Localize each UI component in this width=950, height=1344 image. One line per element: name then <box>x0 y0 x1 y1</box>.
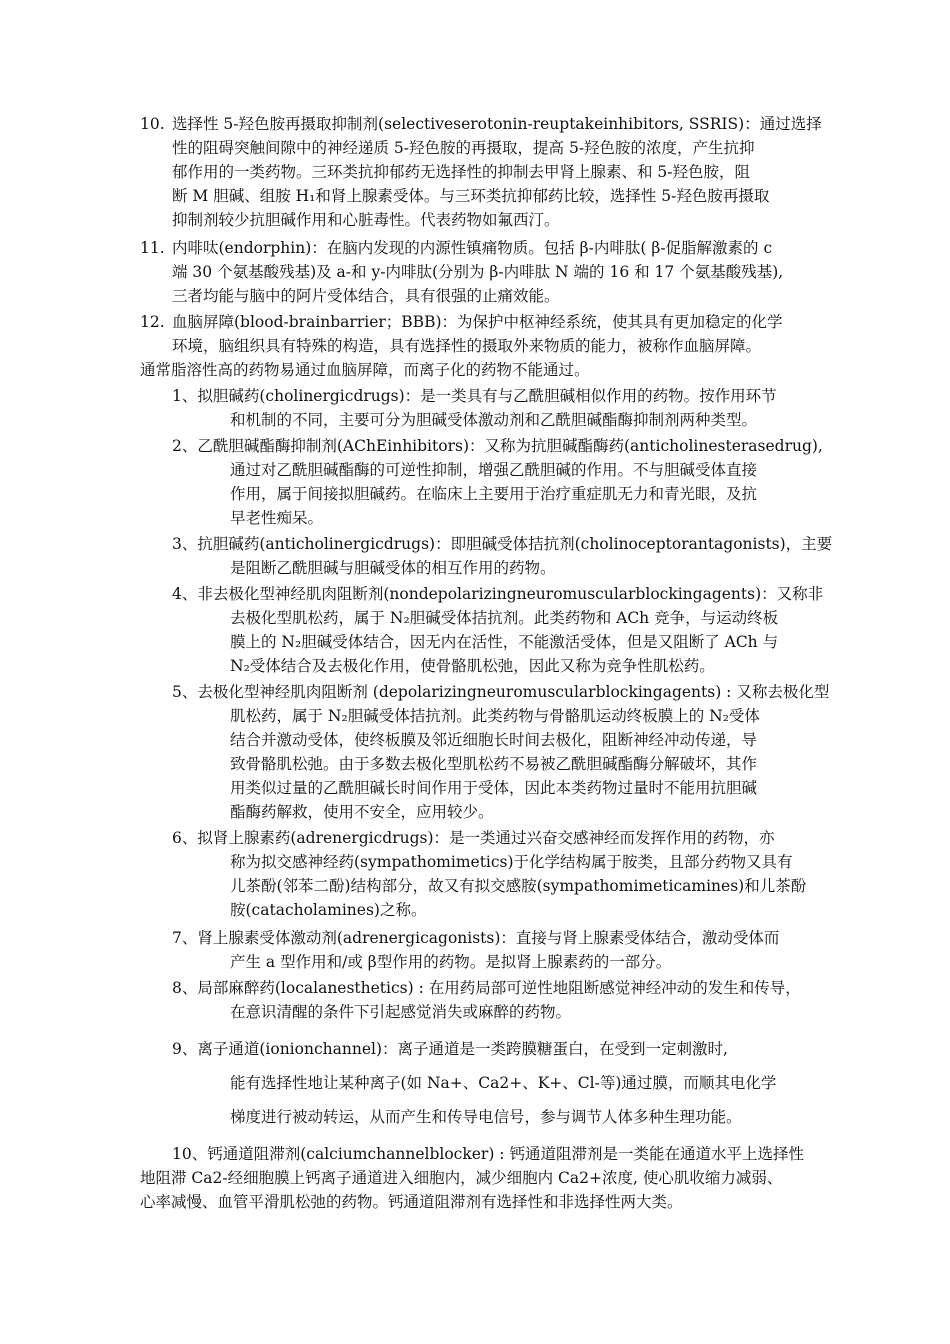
subitem-1-line-2: 和机制的不同，主要可分为胆碱受体激动剂和乙酰胆碱酯酶抑制剂两种类型。 <box>230 411 758 429</box>
subitem-4-line-2: 去极化型肌松药，属于 N₂胆碱受体拮抗剂。此类药物和 ACh 竞争，与运动终板 <box>230 609 779 627</box>
subitem-9-line-3: 梯度进行被动转运，从而产生和传导电信号，参与调节人体多种生理功能。 <box>230 1108 742 1126</box>
subitem-4-line-4: N₂受体结合及去极化作用，使骨骼肌松弛，因此又称为竞争性肌松药。 <box>230 657 715 675</box>
subitem-2-line-1: 2、乙酰胆碱酯酶抑制剂(AChEinhibitors)：又称为抗胆碱酯酶药(anticholinesterasedrug), <box>172 437 823 455</box>
subitem-5-line-2: 肌松药，属于 N₂胆碱受体拮抗剂。此类药物与骨骼肌运动终板膜上的 N₂受体 <box>230 707 760 725</box>
item-11-line-1: 内啡呔(endorphin)：在脑内发现的内源性镇痛物质。包括 β-内啡肽( β-促脂解激素的 c <box>172 239 773 257</box>
subitem-4-line-1: 4、非去极化型神经肌肉阻断剂(nondepolarizingneuromuscularblockingagents)：又称非 <box>172 585 824 603</box>
item-11-line-2: 端 30 个氨基酸残基)及 a-和 y-内啡肽(分别为 β-内啡肽 N 端的 16 和 17 个氨基酸残基), <box>172 263 784 281</box>
subitem-9 <box>172 1032 852 1134</box>
subitem-5-line-6: 酯酶药解救，使用不安全，应用较少。 <box>230 803 494 821</box>
list-number: 10. <box>140 115 165 133</box>
item-11-line-3: 三者均能与脑中的阿片受体结合，具有很强的止痛效能。 <box>172 287 560 305</box>
item-10-line-5: 抑制剂较少抗胆碱作用和心脏毒性。代表药物如氟西汀。 <box>172 211 560 229</box>
subitem-2 <box>172 434 852 530</box>
list-item-11 <box>140 236 840 308</box>
item-10-line-4: 断 M 胆碱、组胺 H₁和肾上腺素受体。与三环类抗抑郁药比较，选择性 5-羟色胺再摄取 <box>172 187 770 205</box>
item-12-line-1: 血脑屏障(blood-brainbarrier；BBB)：为保护中枢神经系统，使其具有更加稳定的化学 <box>172 313 783 331</box>
subitem-5 <box>172 680 852 824</box>
subitem-2-line-4: 早老性痴呆。 <box>230 509 324 527</box>
item-10-line-3: 郁作用的一类药物。三环类抗抑郁药无选择性的抑制去甲肾上腺素、和 5-羟色胺，阻 <box>172 163 751 181</box>
subitem-9-line-1: 9、离子通道(ionionchannel)：离子通道是一类跨膜糖蛋白，在受到一定刺激时, <box>172 1040 728 1058</box>
list-item-12 <box>140 310 840 382</box>
subitem-3 <box>172 532 852 580</box>
subitem-8-line-2: 在意识清醒的条件下引起感觉消失或麻醉的药物。 <box>230 1003 572 1021</box>
subitem-6-line-1: 6、拟肾上腺素药(adrenergicdrugs)：是一类通过兴奋交感神经而发挥作用的药物，亦 <box>172 829 775 847</box>
subitem-7-line-2: 产生 a 型作用和/或 β型作用的药物。是拟肾上腺素药的一部分。 <box>230 953 672 971</box>
subitem-3-line-1: 3、抗胆碱药(anticholinergicdrugs)：即胆碱受体拮抗剂(cholinoceptorantagonists)，主要 <box>172 535 833 553</box>
subitem-8-line-1: 8、局部麻醉药(localanesthetics) : 在用药局部可逆性地阻断感觉神经冲动的发生和传导， <box>172 979 801 997</box>
subitem-3-line-2: 是阻断乙酰胆碱与胆碱受体的相互作用的药物。 <box>230 559 556 577</box>
subitem-7-line-1: 7、肾上腺素受体激动剂(adrenergicagonists)：直接与肾上腺素受体结合，激动受体而 <box>172 929 780 947</box>
item-12-line-2: 环境，脑组织具有特殊的构造，具有选择性的摄取外来物质的能力，被称作血脑屏障。 <box>172 337 762 355</box>
subitem-1-line-1: 1、拟胆碱药(cholinergicdrugs)：是一类具有与乙酰胆碱相似作用的药物。按作用环节 <box>172 387 777 405</box>
list-number: 12. <box>140 313 165 331</box>
subitem-6-line-2: 称为拟交感神经药(sympathomimetics)于化学结构属于胺类，且部分药物又具有 <box>230 853 793 871</box>
item-12-line-3: 通常脂溶性高的药物易通过血脑屏障，而离子化的药物不能通过。 <box>140 361 590 379</box>
item-10-line-1: 选择性 5-羟色胺再摄取抑制剂(selectiveserotonin-reuptakeinhibitors, SSRIS)：通过选择 <box>172 115 822 133</box>
subitem-1 <box>172 384 852 432</box>
final-line-3: 心率减慢、血管平滑肌松弛的药物。钙通道阻滞剂有选择性和非选择性两大类。 <box>140 1193 683 1211</box>
final-line-1: 10、钙通道阻滞剂(calciumchannelblocker) : 钙通道阻滞剂是一类能在通道水平上选择性 <box>172 1145 804 1163</box>
item-10-line-2: 性的阻碍突触间隙中的神经递质 5-羟色胺的再摄取，提高 5-羟色胺的浓度，产生抗抑 <box>172 139 755 157</box>
list-item-10 <box>140 112 840 232</box>
final-line-2: 地阻滞 Ca2-经细胞膜上钙离子通道进入细胞内，减少细胞内 Ca2+浓度, 使心肌收缩力减弱、 <box>140 1169 783 1187</box>
subitem-5-line-5: 用类似过量的乙酰胆碱长时间作用于受体，因此本类药物过量时不能用抗胆碱 <box>230 779 758 797</box>
final-paragraph <box>140 1142 840 1214</box>
subitem-8 <box>172 976 852 1024</box>
subitem-4 <box>172 582 852 678</box>
subitem-6-line-4: 胺(catacholamines)之称。 <box>230 901 427 919</box>
subitem-4-line-3: 膜上的 N₂胆碱受体结合，因无内在活性，不能激活受体，但是又阻断了 ACh 与 <box>230 633 779 651</box>
subitem-5-line-4: 致骨骼肌松弛。由于多数去极化型肌松药不易被乙酰胆碱酯酶分解破坏，其作 <box>230 755 758 773</box>
subitem-6 <box>172 826 852 922</box>
subitem-2-line-3: 作用，属于间接拟胆碱药。在临床上主要用于治疗重症肌无力和青光眼，及抗 <box>230 485 758 503</box>
subitem-5-line-3: 结合并激动受体，使终板膜及邻近细胞长时间去极化，阻断神经冲动传递，导 <box>230 731 758 749</box>
list-number: 11. <box>140 239 165 257</box>
subitem-7 <box>172 926 852 974</box>
subitem-2-line-2: 通过对乙酰胆碱酯酶的可逆性抑制，增强乙酰胆碱的作用。不与胆碱受体直接 <box>230 461 758 479</box>
subitem-5-line-1: 5、去极化型神经肌肉阻断剂 (depolarizingneuromuscularblockingagents) : 又称去极化型 <box>172 683 830 701</box>
subitem-9-line-2: 能有选择性地让某种离子(如 Na+、Ca2+、K+、Cl-等)通过膜，而顺其电化学 <box>230 1074 777 1092</box>
subitem-6-line-3: 儿茶酚(邻苯二酚)结构部分，故又有拟交感胺(sympathomimeticamines)和儿茶酚 <box>230 877 807 895</box>
